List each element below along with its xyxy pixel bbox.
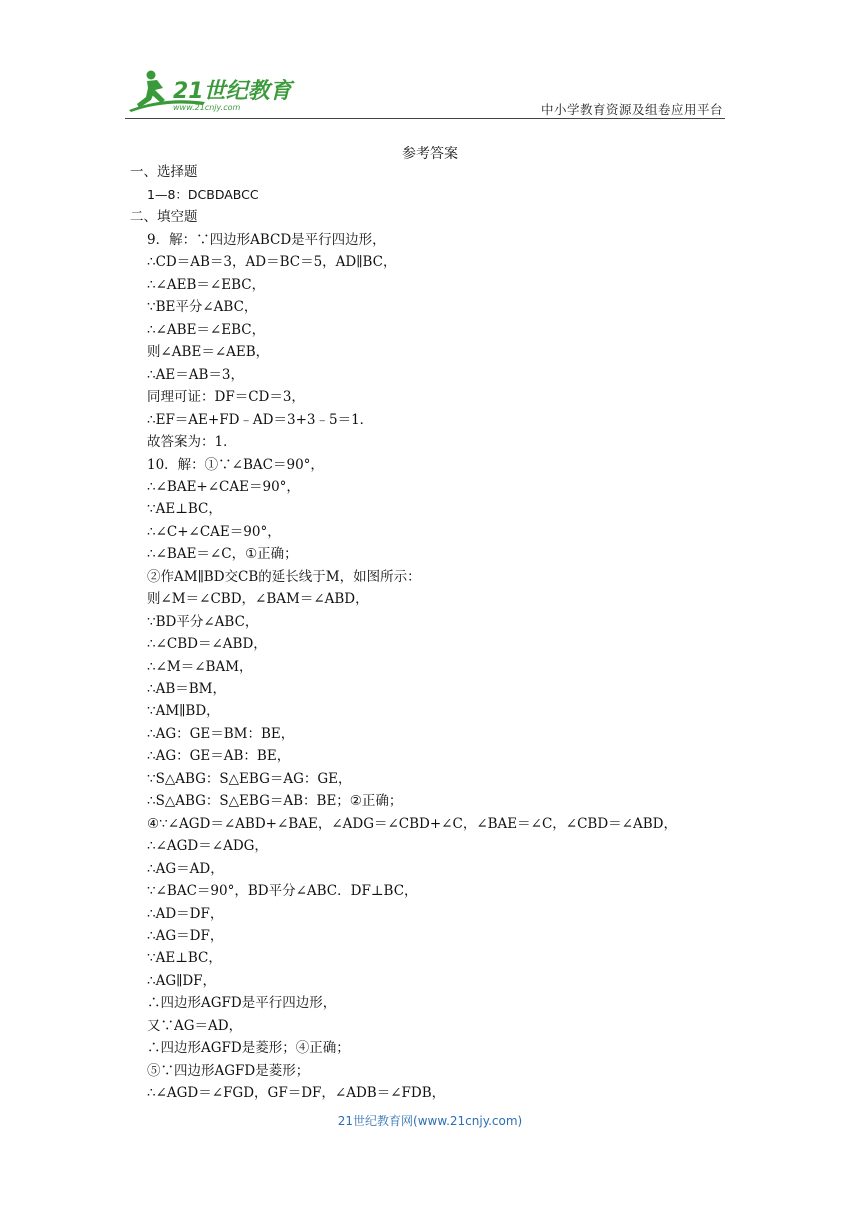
solution-line: ∵AE⊥BC， (147, 950, 222, 967)
solution-line: ∵∠BAC＝90°，BD平分∠ABC．DF⊥BC， (147, 883, 418, 900)
solution-line: 10．解：①∵∠BAC＝90°， (147, 456, 324, 473)
footer-link[interactable]: 21世纪教育网(www.21cnjy.com) (337, 1114, 523, 1128)
solution-line: 则∠ABE＝∠AEB， (147, 344, 270, 361)
section-heading-choice: 一、选择题 (130, 164, 198, 180)
solution-line: ∵BD平分∠ABC， (147, 613, 259, 630)
solution-line: 同理可证：DF＝CD＝3， (147, 389, 305, 406)
solution-line: ∴四边形AGFD是菱形；④正确； (147, 1040, 350, 1057)
page-title: 参考答案 (402, 146, 458, 162)
solution-line: ∴CD＝AB＝3，AD＝BC＝5，AD∥BC， (147, 254, 397, 271)
solution-line: ∴∠M＝∠BAM， (147, 658, 253, 675)
solution-line: ∴∠BAE+∠CAE＝90°， (147, 478, 300, 495)
solution-line: ∴AD＝DF， (147, 905, 224, 922)
choice-answers: 1—8：DCBDABCC (147, 187, 259, 202)
solution-line: ∴∠ABE＝∠EBC， (147, 321, 266, 338)
logo-url: www.21cnjy.com (173, 103, 241, 112)
page-header (125, 66, 725, 118)
logo-text: 21世纪教育 (173, 79, 292, 104)
platform-label: 中小学教育资源及组卷应用平台 (540, 102, 723, 117)
solution-line: ∴AG：GE＝BM：BE， (147, 725, 295, 742)
solution-line: ②作AM∥BD交CB的延长线于M，如图所示： (147, 568, 421, 585)
solution-line: ∵BE平分∠ABC， (147, 299, 258, 316)
solution-line: ∴AG＝DF， (147, 927, 224, 944)
solution-line: ∵AE⊥BC， (147, 501, 222, 518)
solution-line: ∴∠AGD＝∠FGD，GF＝DF，∠ADB＝∠FDB， (147, 1085, 446, 1102)
solution-line: ∴∠C+∠CAE＝90°， (147, 523, 281, 540)
solution-line: ∴∠AGD＝∠ADG， (147, 838, 268, 855)
solution-line: ∵AM∥BD， (147, 703, 220, 720)
solution-line: ∴AE＝AB＝3， (147, 366, 244, 383)
solution-line: ∴AG＝AD， (147, 860, 224, 877)
solution-line: ∴AG：GE＝AB：BE， (147, 748, 291, 765)
solution-line: ∴四边形AGFD是平行四边形， (147, 995, 337, 1012)
solution-line: ∴∠CBD＝∠ABD， (147, 636, 267, 653)
solution-line: ⑤∵四边形AGFD是菱形； (147, 1062, 310, 1079)
logo-21cnjy (125, 66, 295, 116)
solution-line: ∴S△ABG：S△EBG＝AB：BE；②正确； (147, 793, 403, 810)
solution-line: ④∵∠AGD＝∠ABD+∠BAE，∠ADG＝∠CBD+∠C，∠BAE＝∠C，∠CBD＝∠ABD， (147, 815, 677, 832)
header-rule (125, 118, 725, 119)
solution-line: 故答案为：1． (147, 434, 237, 451)
solution-line: ∴AB＝BM， (147, 681, 227, 697)
solution-line: 9．解：∵四边形ABCD是平行四边形， (147, 232, 386, 248)
solution-line: ∵S△ABG：S△EBG＝AG：GE， (147, 770, 352, 787)
solution-line: ∴AG∥DF， (147, 972, 217, 989)
solution-line: ∴∠BAE＝∠C，①正确； (147, 546, 298, 563)
solution-line: 则∠M＝∠CBD，∠BAM＝∠ABD， (147, 591, 369, 608)
solution-line: ∴EF＝AE+FD﹣AD＝3+3﹣5＝1． (147, 411, 374, 428)
solution-line: 又∵AG＝AD， (147, 1017, 243, 1034)
section-heading-fill: 二、填空题 (130, 209, 198, 225)
solution-line: ∴∠AEB＝∠EBC， (147, 276, 266, 293)
